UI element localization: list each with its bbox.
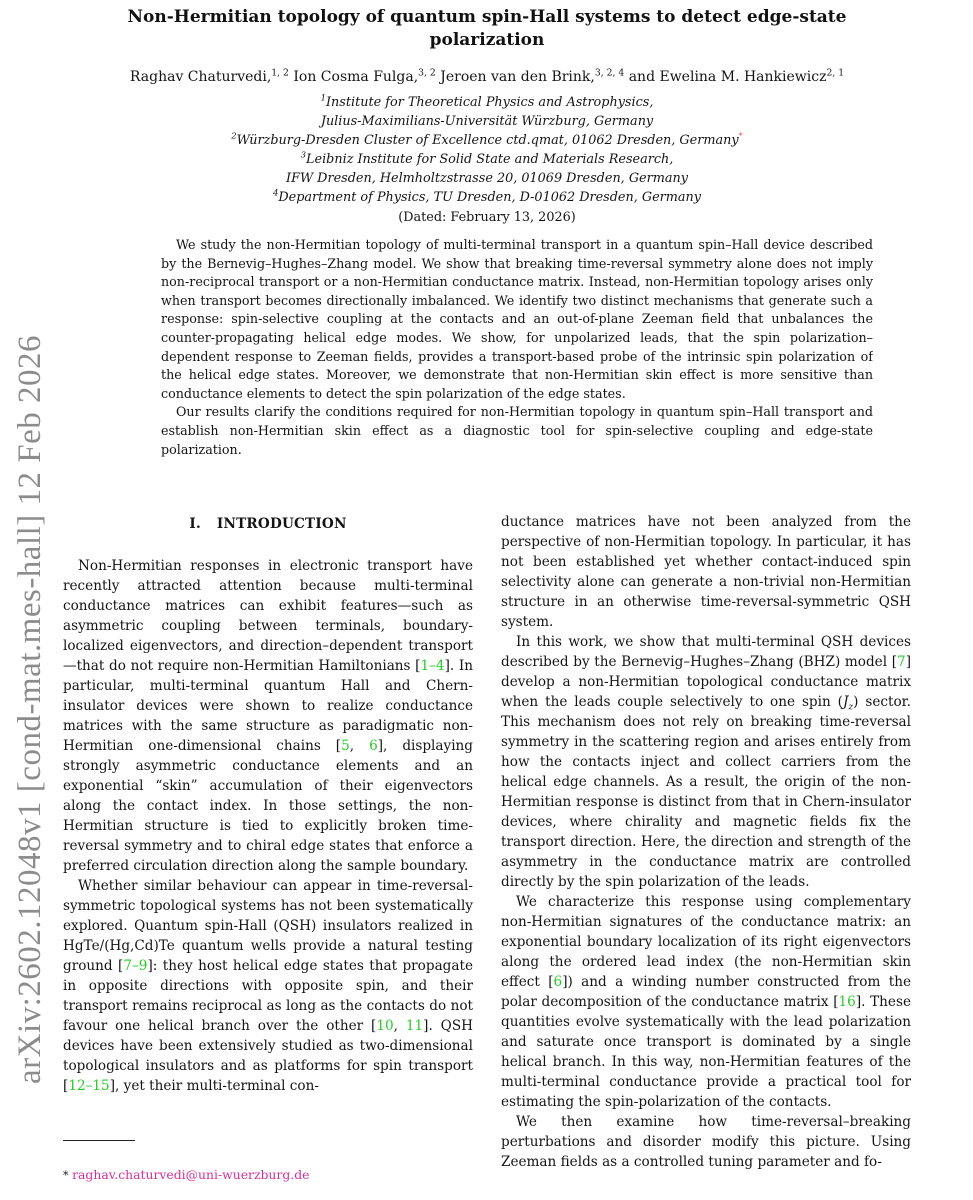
text-segment: IFW Dresden, Helmholtzstrasse 20, 01069 Dresden, Germany [286,171,688,186]
abstract-paragraph: We study the non-Hermitian topology of multi-terminal transport in a quantum spin–Hall device described by the Bernevig–Hughes–Zhang model. We show that breaking time-reversal symmetry alone does not imply non-reciprocal transport or a non-Hermitian conductance matrix. Instead, non-Hermitian topology arises only when transport becomes directionally imbalanced. We identify two distinct mechanisms that generate such a response: spin-selective coupling at the contacts and an out-of-plane Zeeman field that unbalances the counter-propagating helical edge modes. We show, for unpolarized leads, that the spin polarization–dependent response to Zeeman fields, provides a transport-based probe of the intrinsic spin polarization of the helical edge states. Moreover, we demonstrate that non-Hermitian skin effect is more sensitive than conductance elements to detect the spin polarization of the edge states. [161,237,873,401]
text-segment: Non-Hermitian responses in electronic transport have recently attracted attention because multi-terminal conductance matrices can exhibit features—such as asymmetric coupling between terminals, boundary-localized eigenvectors, and direction–dependent transport—that do not require non-Hermitian Hamiltonians [ [63,558,473,674]
text-segment: 3, 2 [418,67,436,79]
citation-link[interactable]: 1–4 [420,658,445,674]
text-segment: * [738,130,743,141]
text-segment: We then examine how time-reversal–breaking perturbations and disorder modify this picture. Using Zeeman fields as a controlled tuning parameter and fo- [501,1114,911,1170]
paper-header [63,6,911,227]
abstract-paragraph: Our results clarify the conditions required for non-Hermitian topology in quantum spin–Hall transport and establish non-Hermitian skin effect as a diagnostic tool for spin-selective coupling and edge-state polarization. [161,404,873,457]
text-segment: 2 [231,130,237,141]
section-heading-introduction [63,514,473,534]
citation-link[interactable]: 16 [838,994,856,1010]
affiliation-line [63,93,911,112]
body-paragraph [501,1112,911,1172]
text-segment: Institute for Theoretical Physics and Astrophysics, [325,95,654,110]
footnote-block [63,1140,473,1184]
left-column [63,512,473,1120]
paper-title: Non-Hermitian topology of quantum spin-Hall systems to detect edge-state polarization [127,7,847,50]
right-column [501,512,911,1200]
text-segment: ] develop a non-Hermitian topological conductance matrix when the leads couple selectively to one spin ( [501,654,911,710]
text-segment: , [349,738,370,754]
citation-link[interactable]: 12–15 [68,1078,110,1094]
affiliation-line [63,150,911,169]
citation-link[interactable]: 6 [553,974,563,990]
text-segment: Würzburg-Dresden Cluster of Excellence ctd.qmat, 01062 Dresden, Germany [236,133,739,148]
date-line: (Dated: February 13, 2026) [398,210,576,225]
text-segment: * [63,1169,73,1182]
text-segment: We characterize this response using complementary non-Hermitian signatures of the conductance matrix: an exponential boundary localization of its right eigenvectors along the ordered lead index (the non-Hermitian skin effect [ [501,894,911,990]
section-number: I. [189,516,201,532]
body-paragraph [501,892,911,1112]
affiliation-line [63,169,911,188]
text-segment: ], yet their multi-terminal con- [109,1078,319,1094]
text-segment: J [842,694,849,710]
text-segment: Jeroen van den Brink, [435,69,595,85]
body-paragraph [501,632,911,892]
affiliation-line [63,188,911,207]
email-link[interactable]: raghav.chaturvedi@uni-wuerzburg.de [72,1167,310,1182]
text-segment: 1 [320,92,326,103]
citation-link[interactable]: 7 [897,654,906,670]
text-segment: 4 [272,187,279,198]
text-segment: ductance matrices have not been analyzed from the perspective of non-Hermitian topology. In particular, it has not been established yet whether contact-induced spin selectivity alone can generate a non-trivial non-Hermitian structure in an otherwise time-reversal-symmetric QSH system. [501,514,911,630]
abstract [161,236,873,498]
affiliation-block [63,93,911,207]
text-segment: ], displaying strongly asymmetric conductance elements and an exponential “skin” accumulation of their eigenvectors along the contact index. In those settings, the non-Hermitian structure is tied to explicitly broken time-reversal symmetry and to chiral edge states that enforce a preferred circulation direction along the sample boundary. [63,738,473,874]
text-segment: Raghav Chaturvedi, [129,69,272,85]
corresponding-author-footnote [63,1167,473,1184]
text-segment: In this work, we show that multi-terminal QSH devices described by the Bernevig–Hughes–Zhang (BHZ) model [ [501,634,911,670]
affiliation-line [63,131,911,150]
affiliation-line [63,112,911,131]
arxiv-watermark: arXiv:2602.12048v1 [cond-mat.mes-hall] 12 Feb 2026 [12,334,48,1084]
section-title: INTRODUCTION [216,516,347,532]
citation-link[interactable]: 10 [376,1018,394,1034]
citation-link[interactable]: 5 [341,738,350,754]
text-segment: Ion Cosma Fulga, [288,69,419,85]
text-segment: Whether similar behaviour can appear in time-reversal-symmetric topological systems has not been systematically explored. Quantum spin-Hall (QSH) insulators realized in HgTe/(Hg,Cd)Te quantum wells provide a natural testing ground [ [63,878,473,974]
text-segment: ]) and a winding number constructed from the polar decomposition of the conductance matrix [ [501,974,911,1010]
text-segment: 3, 2, 4 [594,67,625,79]
text-segment: 1, 2 [271,67,289,79]
text-segment: ]. These quantities evolve systematically with the lead polarization and saturate once transport is dominated by a single helical branch. In this way, non-Hermitian features of the multi-terminal conductance provide a practical tool for estimating the spin-polarization of the contacts. [501,994,911,1110]
text-segment: 3 [300,149,306,160]
text-segment: ]: they host helical edge states that propagate in opposite directions with opposite spin, and their transport remains reciprocal as long as the contacts do not favour one helical branch over the other [ [63,958,473,1034]
body-paragraph [501,512,911,632]
text-segment: z [848,702,854,713]
text-segment: Leibniz Institute for Solid State and Materials Research, [306,152,674,167]
text-segment: Julius-Maximilians-Universität Würzburg, Germany [320,114,654,129]
citation-link[interactable]: 11 [405,1018,424,1034]
author-line [63,68,911,86]
text-segment: ) sector. This mechanism does not rely on breaking time-reversal symmetry in the scattering region and arises entirely from how the contacts inject and collect carriers from the helical edge channels. As a result, the origin of the non-Hermitian response is distinct from that in Chern-insulator devices, where chirality and magnetic fields fix the transport direction. Here, the direction and strength of the asymmetry in the conductance matrix are controlled directly by the spin polarization of the leads. [501,694,911,890]
text-segment: ]. QSH devices have been extensively studied as two-dimensional topological insulators and as platforms for spin transport [ [63,1018,473,1094]
citation-link[interactable]: 6 [369,738,378,754]
text-segment: 2, 1 [826,67,845,79]
body-paragraph [63,876,473,1096]
citation-link[interactable]: 7–9 [123,958,148,974]
text-segment: , [393,1018,406,1034]
body-paragraph [63,556,473,876]
text-segment: ]. In particular, multi-terminal quantum Hall and Chern-insulator devices were shown to realize conductance matrices with the same structure as paradigmatic non-Hermitian one-dimensional chains [ [63,658,473,754]
text-segment: Department of Physics, TU Dresden, D-01062 Dresden, Germany [278,190,702,205]
text-segment: and Ewelina M. Hankiewicz [624,69,827,85]
footnote-rule [63,1140,135,1141]
